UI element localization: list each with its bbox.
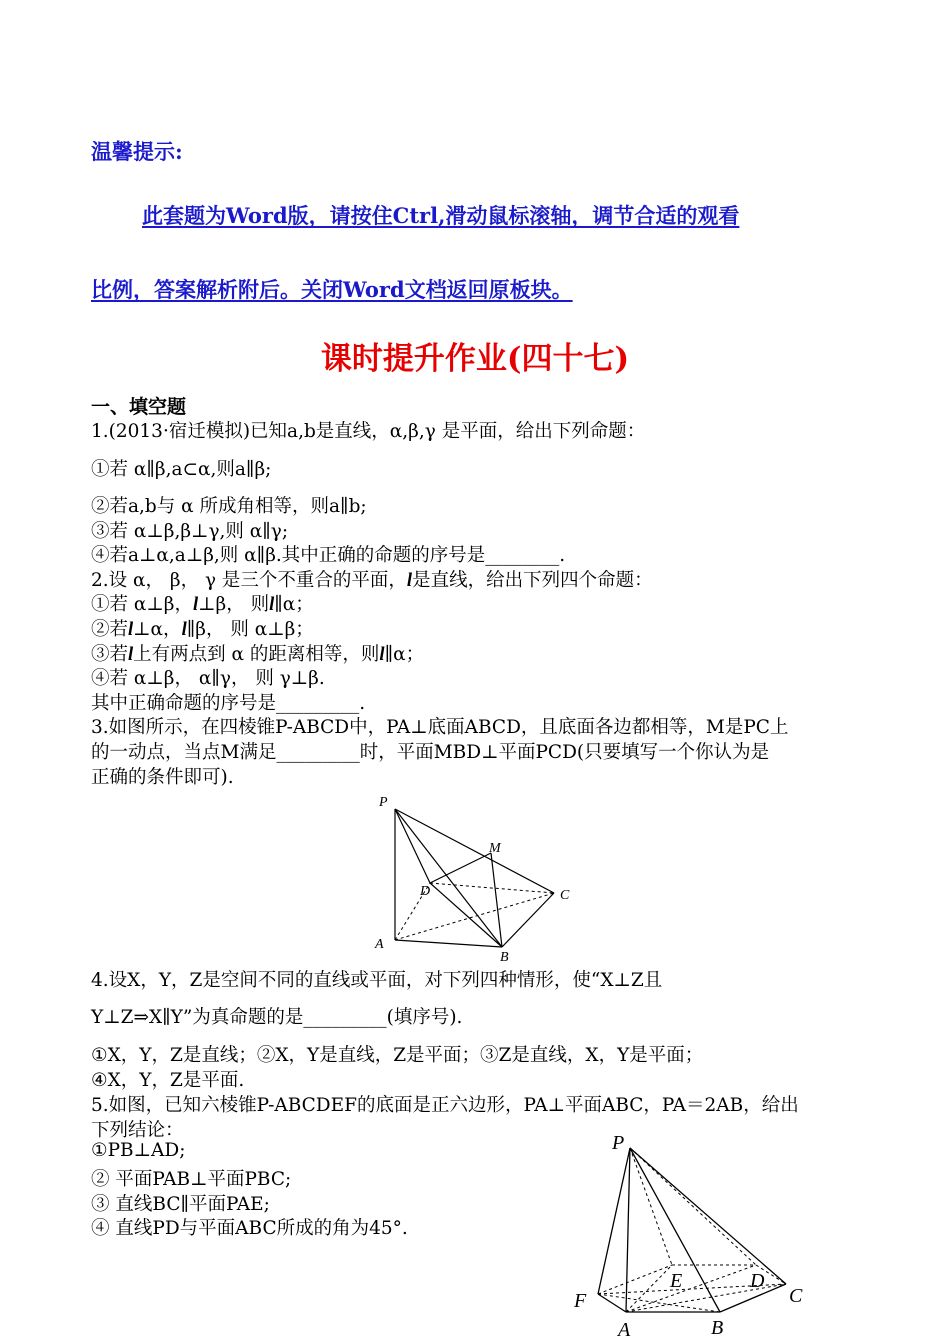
- figure2-label-p: P: [612, 1132, 625, 1154]
- hint-line-1: 此套题为Word版，请按住Ctrl,滑动鼠标滚轴，调节合适的观看: [142, 203, 740, 228]
- problem-4-line-1: 4.设X，Y，Z是空间不同的直线或平面，对下列四种情形，使“X⊥Z且: [91, 970, 663, 991]
- problem-1-item-4: ④若a⊥α,a⊥β,则 α∥β.其中正确的命题的序号是________.: [91, 545, 566, 566]
- problem-4-line-3: ①X，Y，Z是直线；②X，Y是直线，Z是平面；③Z是直线，X，Y是平面；: [91, 1045, 704, 1066]
- problem-2-item-4: ④若 α⊥β， α∥γ， 则 γ⊥β.: [91, 668, 325, 689]
- problem-3-line-1: 3.如图所示，在四棱锥P-ABCD中，PA⊥底面ABCD，且底面各边都相等，M是PC上: [91, 717, 789, 738]
- problem-5-item-3: ③ 直线BC∥平面PAE;: [91, 1194, 270, 1215]
- problem-1-item-2: ②若a,b与 α 所成角相等，则a∥b;: [91, 496, 367, 517]
- figure2-label-e: E: [670, 1270, 683, 1292]
- problem-2-item-1: ①若 α⊥β，l⊥β， 则l∥α；: [91, 594, 314, 615]
- figure2-label-d: D: [750, 1270, 765, 1292]
- problem-3-line-2: 的一动点，当点M满足_________时，平面MBD⊥平面PCD(只要填写一个你认为是: [91, 742, 770, 763]
- problem-5-item-2: ② 平面PAB⊥平面PBC;: [91, 1169, 292, 1190]
- figure1-label-c: C: [560, 888, 570, 903]
- problem-5-item-4: ④ 直线PD与平面ABC所成的角为45°.: [91, 1218, 408, 1239]
- section-heading: 一、填空题: [91, 396, 187, 418]
- figure1-label-m: M: [489, 841, 501, 856]
- hexagonal-pyramid-figure-2: [568, 1130, 818, 1342]
- pyramid-figure-1: [368, 790, 578, 962]
- problem-2-item-2: ②若l⊥α，l∥β， 则 α⊥β；: [91, 619, 314, 640]
- problem-4-line-2: Y⊥Z⇒X∥Y”为真命题的是_________(填序号).: [91, 1007, 463, 1028]
- hint-line-2: 比例，答案解析附后。关闭Word文档返回原板块。: [91, 277, 573, 302]
- problem-2-question: 其中正确命题的序号是_________.: [91, 693, 366, 714]
- problem-5-line-2: 下列结论：: [91, 1120, 184, 1141]
- figure1-label-a: A: [375, 937, 384, 952]
- figure1-label-d: D: [420, 884, 431, 899]
- problem-5-item-1: ①PB⊥AD;: [91, 1140, 186, 1161]
- problem-4-line-4: ④X，Y，Z是平面.: [91, 1070, 245, 1091]
- figure2-label-c: C: [789, 1285, 803, 1307]
- problem-5-line-1: 5.如图，已知六棱锥P-ABCDEF的底面是正六边形，PA⊥平面ABC，PA＝2AB，给出: [91, 1095, 799, 1116]
- figure1-label-p: P: [379, 795, 388, 810]
- figure2-label-f: F: [574, 1290, 587, 1312]
- hint-title: 温馨提示:: [91, 139, 183, 164]
- figure1-label-b: B: [500, 950, 509, 962]
- problem-2-stem: 2.设 α， β， γ 是三个不重合的平面，l是直线，给出下列四个命题：: [91, 570, 653, 591]
- problem-1-stem: 1.(2013·宿迁模拟)已知a,b是直线，α,β,γ 是平面，给出下列命题：: [91, 421, 646, 442]
- figure2-label-a: A: [618, 1319, 631, 1341]
- problem-1-item-1: ①若 α∥β,a⊂α,则a∥β;: [91, 459, 272, 480]
- problem-1-item-3: ③若 α⊥β,β⊥γ,则 α∥γ;: [91, 521, 289, 542]
- page-title: 课时提升作业(四十七): [320, 341, 630, 377]
- figure2-label-b: B: [711, 1317, 724, 1339]
- problem-2-item-3: ③若l上有两点到 α 的距离相等，则l∥α；: [91, 644, 425, 665]
- problem-3-line-3: 正确的条件即可).: [91, 767, 234, 788]
